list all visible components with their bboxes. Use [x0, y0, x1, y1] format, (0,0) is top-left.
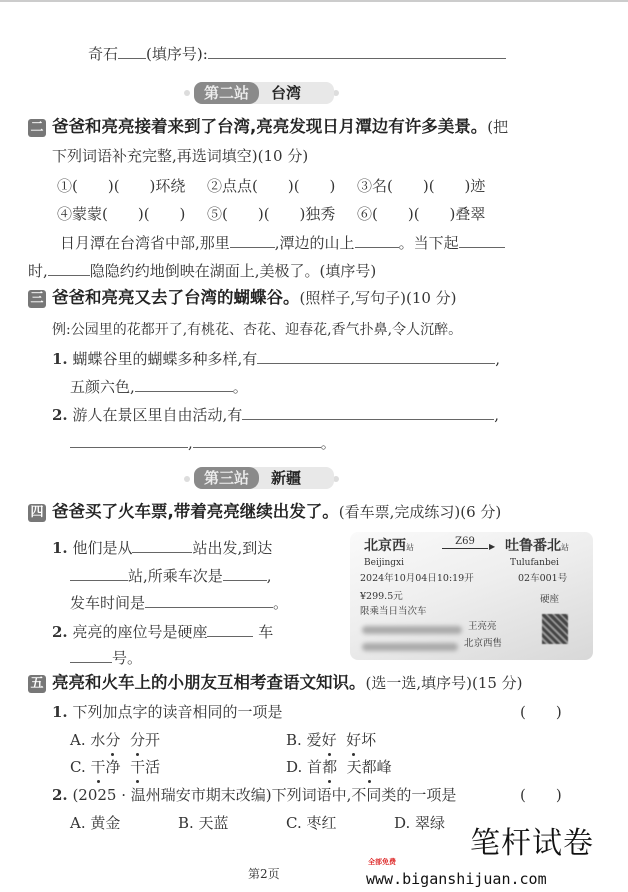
ticket-price: ¥299.5元	[360, 591, 403, 602]
question-note: (照样子,写句子)(10 分)	[299, 289, 457, 307]
dotted-char: 好	[346, 731, 362, 749]
dotted-char: 分	[105, 731, 121, 749]
option-key: C.	[70, 758, 86, 776]
question-note: (看车票,完成练习)(6 分)	[338, 503, 502, 521]
text: 时,	[28, 262, 48, 280]
dotted-char: 都	[322, 758, 338, 776]
blank[interactable]	[145, 592, 273, 608]
blank[interactable]	[70, 647, 112, 663]
decor-dot	[184, 90, 190, 96]
ticket-seat-number: 02车001号	[518, 573, 568, 584]
item-number: 2.	[52, 406, 68, 424]
text: 五颜六色,	[70, 378, 135, 396]
question-number: 四	[28, 504, 46, 522]
hint: (填序号):	[146, 45, 208, 63]
dotted-char: 分	[129, 731, 145, 749]
question-note: (选一选,填序号)(15 分)	[365, 674, 523, 692]
blurred-code	[362, 643, 458, 651]
q3-heading	[28, 288, 457, 308]
station-banner-3	[194, 467, 334, 489]
q4-s2b	[70, 647, 142, 668]
station-place: 台湾	[271, 84, 302, 102]
option-key: D.	[286, 758, 303, 776]
text: 。当下起	[398, 234, 459, 252]
option-d[interactable]: D. 翠绿	[394, 814, 446, 832]
top-border	[0, 0, 628, 2]
blank[interactable]	[223, 565, 267, 581]
q5-heading	[28, 673, 523, 693]
char: 开	[144, 731, 160, 749]
text: 游人在景区里自由活动,有	[72, 406, 243, 424]
text: 蝴蝶谷里的蝴蝶多种多样,有	[72, 350, 258, 368]
blank[interactable]	[207, 621, 253, 637]
word-item: ③名( )( )迹	[357, 177, 486, 195]
dotted-char: 干	[90, 758, 106, 776]
q3-s2b	[70, 432, 336, 453]
item-number: 1.	[52, 703, 68, 721]
watermark-logo: 笔杆试卷	[470, 826, 594, 861]
decor-dot	[184, 476, 190, 482]
text: 日月潭在台湾省中部,那里	[60, 234, 230, 252]
text: 下列加点字的读音相同的一项是	[72, 703, 283, 721]
blank[interactable]	[230, 232, 275, 248]
item-number: 2.	[52, 623, 68, 641]
text: 。	[232, 378, 248, 396]
word-item: ②点点( )( )	[207, 177, 336, 195]
char: 天	[346, 758, 362, 776]
item-number: 1.	[52, 350, 68, 368]
text: 站,所乘车次是	[128, 567, 223, 585]
ticket-to: 吐鲁番北	[505, 538, 561, 554]
ticket-from: 北京西	[364, 538, 406, 554]
text: ,	[188, 434, 193, 452]
q5-s1	[52, 702, 282, 722]
ticket-suffix: 站	[561, 543, 569, 552]
question-number: 五	[28, 675, 46, 693]
watermark-free: 全部免费	[368, 857, 396, 866]
q4-s1b	[70, 565, 272, 586]
blank[interactable]	[459, 232, 505, 248]
q3-s1b	[70, 376, 248, 397]
question-title: 爸爸和亮亮接着来到了台湾,亮亮发现日月潭边有许多美景。	[52, 117, 488, 136]
question-title: 爸爸买了火车票,带着亮亮继续出发了。	[52, 502, 339, 521]
text: 隐隐约约地倒映在湖面上,美极了。(填序号)	[89, 262, 377, 280]
option-b[interactable]	[286, 730, 376, 750]
q5-s2	[52, 785, 456, 805]
q3-s1	[52, 348, 500, 369]
ticket-train-number: Z69	[442, 536, 488, 549]
answer-paren[interactable]: ( )	[520, 786, 562, 804]
q4-s2	[52, 621, 273, 642]
blank[interactable]	[132, 537, 192, 553]
question-number: 三	[28, 290, 46, 308]
blank[interactable]	[193, 432, 321, 448]
qr-code-icon	[542, 614, 568, 644]
blank[interactable]	[208, 43, 506, 59]
char: 峰	[376, 758, 392, 776]
blank[interactable]	[135, 376, 233, 392]
option-c[interactable]: C. 枣红	[286, 814, 337, 832]
text: 车	[258, 623, 274, 641]
q4-heading	[28, 502, 501, 522]
text: 站出发,到达	[192, 539, 273, 557]
answer-paren[interactable]: ( )	[520, 703, 562, 721]
ticket-datetime: 2024年10月04日10:19开	[360, 573, 474, 584]
station-label: 第二站	[194, 82, 259, 104]
blank[interactable]	[70, 565, 128, 581]
option-d[interactable]	[286, 757, 392, 777]
blank[interactable]	[70, 432, 188, 448]
ticket-suffix: 站	[406, 543, 414, 552]
page-number: 第2页	[248, 867, 280, 881]
q2-fill1	[60, 232, 505, 253]
ticket-passenger: 王亮亮	[468, 621, 497, 632]
text: 他们是从	[72, 539, 133, 557]
dotted-char: 都	[361, 758, 377, 776]
dotted-char: 干	[130, 758, 146, 776]
train-ticket	[350, 532, 593, 660]
blank[interactable]	[48, 260, 90, 276]
option-a[interactable]	[70, 730, 160, 750]
station-banner-2	[194, 82, 334, 104]
option-a[interactable]: A. 黄金	[70, 814, 121, 832]
blank[interactable]	[242, 404, 494, 420]
blurred-id	[362, 626, 462, 634]
q2-heading	[28, 117, 508, 137]
station-place: 新疆	[271, 469, 302, 487]
item-number: 2.	[52, 786, 68, 804]
station-label: 第三站	[194, 467, 259, 489]
text: 号。	[112, 649, 143, 667]
q2-row1	[57, 176, 485, 196]
ticket-limit: 限乘当日当次车	[360, 606, 427, 617]
q2-fill2	[28, 260, 376, 281]
char: 首	[307, 758, 323, 776]
blank[interactable]	[257, 348, 495, 364]
char: 水	[90, 731, 106, 749]
q4-s1c	[70, 592, 288, 613]
ticket-to-pinyin: Tulufanbei	[510, 558, 559, 568]
text: 亮亮的座位号是硬座	[72, 623, 208, 641]
char: 净	[105, 758, 121, 776]
ticket-seat-type: 硬座	[540, 594, 560, 605]
question-number: 二	[28, 119, 46, 137]
text: ,	[494, 406, 500, 424]
question-title: 亮亮和火车上的小朋友互相考查语文知识。	[52, 673, 366, 692]
label: 奇石	[88, 45, 119, 63]
ticket-sold-at: 北京西售	[464, 638, 503, 649]
option-b[interactable]: B. 天蓝	[178, 814, 229, 832]
text: ,	[495, 350, 501, 368]
q4-s1	[52, 537, 272, 558]
text: 。	[320, 434, 336, 452]
qishi-line	[88, 43, 506, 64]
word-item: ⑥( )( )叠翠	[357, 205, 486, 223]
arrow-icon: ▶	[489, 542, 496, 551]
watermark-url: www.biganshijuan.com	[366, 870, 547, 888]
q3-s2	[52, 404, 499, 425]
question-title: 爸爸和亮亮又去了台湾的蝴蝶谷。	[52, 288, 300, 307]
char: 坏	[361, 731, 377, 749]
dotted-char: 好	[321, 731, 337, 749]
option-key: A.	[70, 731, 86, 749]
question-note: (把	[487, 118, 509, 136]
word-item: ①( )( )环绕	[57, 177, 186, 195]
text: 发车时间是	[70, 594, 146, 612]
word-item: ④蒙蒙( )( )	[57, 205, 186, 223]
text: 。	[273, 594, 289, 612]
question-note: 下列词语补充完整,再选词填空)(10 分)	[52, 147, 309, 165]
char: 活	[145, 758, 161, 776]
item-number: 1.	[52, 539, 68, 557]
text: ,	[266, 567, 272, 585]
ticket-from-pinyin: Beijingxi	[364, 558, 404, 568]
text: (2025 · 温州瑞安市期末改编)下列词语中,不同类的一项是	[72, 786, 457, 804]
example-sentence: 例:公园里的花都开了,有桃花、杏花、迎春花,香气扑鼻,令人沉醉。	[52, 322, 463, 338]
text: ,潭边的山上	[274, 234, 355, 252]
blank[interactable]	[118, 43, 146, 59]
char: 爱	[306, 731, 322, 749]
option-c[interactable]	[70, 757, 160, 777]
blank[interactable]	[355, 232, 399, 248]
option-key: B.	[286, 731, 302, 749]
word-item: ⑤( )( )独秀	[207, 205, 336, 223]
q2-row2	[57, 204, 485, 224]
